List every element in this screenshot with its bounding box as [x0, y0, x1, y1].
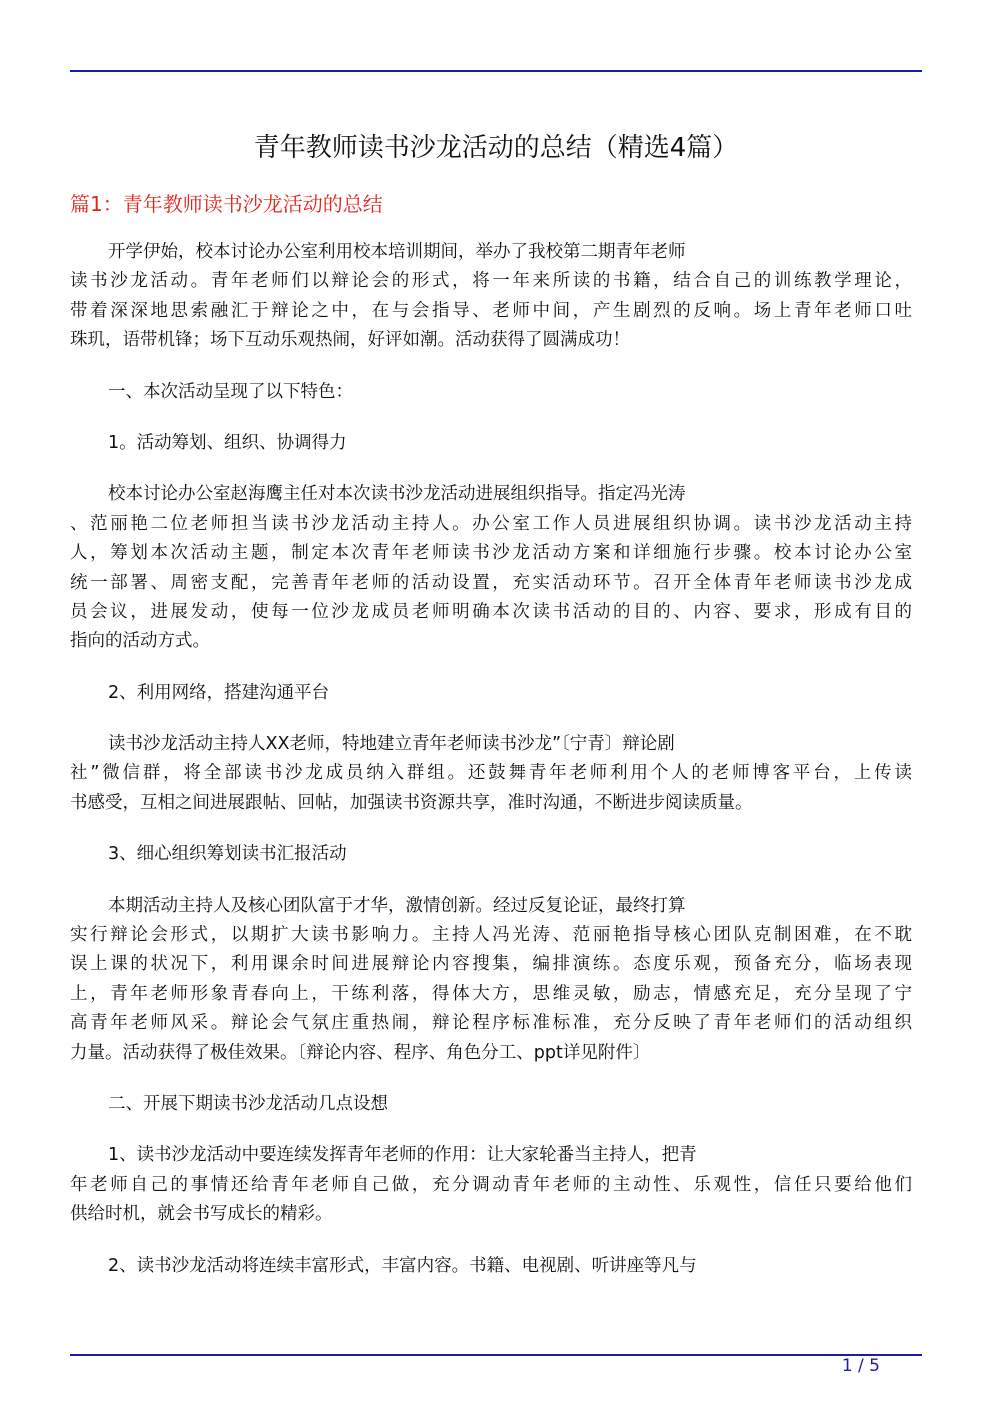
- text-line: 、范丽艳二位老师担当读书沙龙活动主持人。办公室工作人员进展组织协调。读书沙龙活动主持: [70, 513, 912, 534]
- text-line: 校本讨论办公室赵海鹰主任对本次读书沙龙活动进展组织指导。指定冯光涛: [108, 484, 686, 505]
- paragraph: [70, 429, 912, 458]
- paragraph: [70, 730, 912, 818]
- paragraph: [70, 892, 912, 1068]
- paragraph: [70, 378, 912, 407]
- section-heading: 篇1：青年教师读书沙龙活动的总结: [70, 192, 383, 216]
- document-title: 青年教师读书沙龙活动的总结（精选4篇）: [253, 133, 739, 163]
- text-line: 本期活动主持人及核心团队富于才华，激情创新。经过反复论证，最终打算: [108, 895, 686, 916]
- page-number: 1 / 5: [841, 1356, 880, 1376]
- text-line: 员会议，进展发动，使每一位沙龙成员老师明确本次读书活动的目的、内容、要求，形成有目的: [70, 601, 912, 622]
- text-line: 统一部署、周密支配，完善青年老师的活动设置，充实活动环节。召开全体青年老师读书沙龙成: [70, 572, 912, 593]
- text-line: 供给时机，就会书写成长的精彩。: [70, 1204, 333, 1225]
- paragraph: [70, 1141, 912, 1229]
- paragraph: [70, 1090, 912, 1119]
- text-line: 指向的活动方式。: [70, 631, 210, 652]
- text-line: 带着深深地思索融汇于辩论之中，在与会指导、老师中间，产生剧烈的反响。场上青年老师口吐: [70, 300, 912, 321]
- paragraph: [70, 840, 912, 869]
- text-line: 读书沙龙活动。青年老师们以辩论会的形式，将一年来所读的书籍，结合自己的训练教学理论，: [70, 271, 912, 292]
- text-line: 1。活动筹划、组织、协调得力: [108, 432, 347, 453]
- text-line: 人，筹划本次活动主题，制定本次青年老师读书沙龙活动方案和详细施行步骤。校本讨论办公室: [70, 543, 912, 564]
- text-line: 2、利用网络，搭建沟通平台: [108, 682, 330, 703]
- text-line: 1、读书沙龙活动中要连续发挥青年老师的作用：让大家轮番当主持人，把青: [108, 1145, 697, 1166]
- text-line: 社”微信群，将全部读书沙龙成员纳入群组。还鼓舞青年老师利用个人的老师博客平台，上传读: [70, 763, 912, 784]
- text-line: 一、本次活动呈现了以下特色：: [108, 381, 353, 402]
- text-line: 上，青年老师形象青春向上，干练利落，得体大方，思维灵敏，励志，情感充足，充分呈现了宁: [70, 983, 912, 1004]
- paragraph: [70, 679, 912, 708]
- text-line: 3、细心组织筹划读书汇报活动: [108, 844, 347, 865]
- text-line: 二、开展下期读书沙龙活动几点设想: [108, 1093, 388, 1114]
- paragraph: [70, 1252, 912, 1281]
- text-line: 误上课的状况下，利用课余时间进展辩论内容搜集，编排演练。态度乐观，预备充分，临场表现: [70, 954, 912, 975]
- paragraph: [70, 238, 912, 356]
- text-line: 2、读书沙龙活动将连续丰富形式，丰富内容。书籍、电视剧、听讲座等凡与: [108, 1255, 697, 1276]
- paragraph: [70, 480, 912, 656]
- footer-rule: [70, 1354, 922, 1356]
- header-rule: [70, 70, 922, 72]
- text-line: 年老师自己的事情还给青年老师自己做，充分调动青年老师的主动性、乐观性，信任只要给他们: [70, 1174, 912, 1195]
- text-line: 开学伊始，校本讨论办公室利用校本培训期间，举办了我校第二期青年老师: [108, 242, 686, 262]
- text-line: 珠玑，语带机锋；场下互动乐观热闹，好评如潮。活动获得了圆满成功！: [70, 330, 630, 351]
- text-line: 实行辩论会形式，以期扩大读书影响力。主持人冯光涛、范丽艳指导核心团队克制困难，在不耽: [70, 925, 912, 946]
- text-line: 读书沙龙活动主持人XX老师，特地建立青年老师读书沙龙”〔宁青〕辩论剧: [108, 734, 675, 755]
- text-line: 书感受，互相之间进展跟帖、回帖，加强读书资源共享，准时沟通，不断进步阅读质量。: [70, 792, 753, 813]
- text-line: 高青年老师风采。辩论会气氛庄重热闹，辩论程序标准标准，充分反映了青年老师们的活动组织: [70, 1013, 912, 1034]
- text-line: 力量。活动获得了极佳效果。〔辩论内容、程序、角色分工、ppt详见附件〕: [70, 1042, 651, 1063]
- document-body: [70, 238, 912, 1303]
